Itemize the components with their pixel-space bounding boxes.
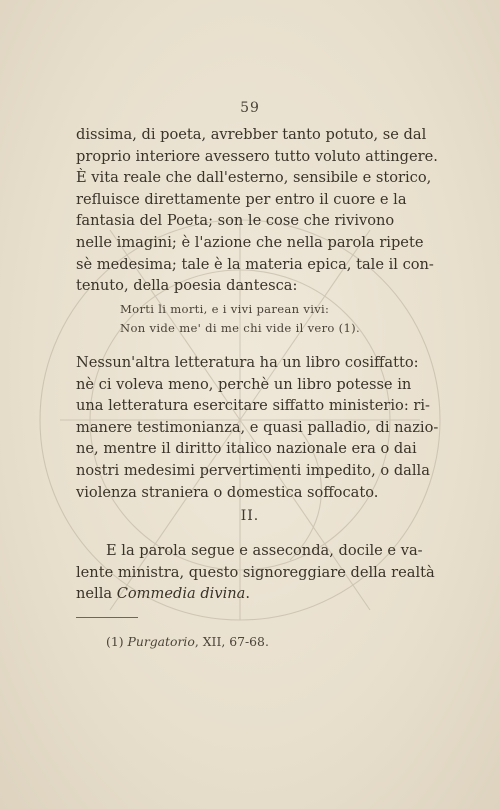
verse-quotation — [120, 300, 360, 337]
text-line: violenza straniera o domestica soffocato. — [76, 483, 379, 501]
text-segment: nella — [76, 585, 117, 603]
text-line: manere testimonianza, e quasi palladio, di nazio- — [76, 418, 439, 436]
work-title: Commedia divina — [116, 585, 246, 603]
footnote-source: Purgatorio — [127, 634, 195, 649]
text-line: fantasia del Poeta; son le cose che rivivono — [76, 212, 395, 230]
text-line: E la parola segue e asseconda, docile e va- — [106, 542, 423, 559]
page-number: 59 — [240, 100, 260, 116]
text-line: Nessun'altra letteratura ha un libro cosiffatto: — [76, 354, 419, 371]
text-line: una letteratura esercitare siffatto ministerio: ri- — [76, 397, 430, 415]
text-line: proprio interiore avessero tutto voluto attingere. — [76, 147, 438, 165]
footnote — [106, 633, 269, 651]
text-line: nostri medesimi pervertimenti impedito, o dalla — [76, 461, 430, 479]
footnote-divider — [76, 617, 138, 618]
footnote-marker: (1) — [106, 634, 128, 649]
text-line: nè ci voleva meno, perchè un libro potesse in — [76, 375, 412, 393]
text-line: sè medesima; tale è la materia epica, tale il con- — [76, 255, 434, 273]
paragraph-3 — [76, 540, 435, 605]
text-line: tenuto, della poesia dantesca: — [76, 277, 298, 295]
verse-line: Non vide me' di me chi vide il vero (1). — [120, 320, 360, 335]
text-line: ne, mentre il diritto italico nazionale era o dai — [76, 440, 417, 458]
text-line: nelle imagini; è l'azione che nella parola ripete — [76, 233, 424, 251]
text-line: dissima, di poeta, avrebber tanto potuto, se dal — [76, 126, 427, 143]
paragraph-1 — [76, 124, 438, 297]
text-line — [76, 583, 386, 605]
paragraph-2 — [76, 352, 439, 503]
footnote-reference: , XII, 67-68. — [194, 634, 269, 649]
text-line: lente ministra, questo signoreggiare della realtà — [76, 563, 435, 581]
text-line: È vita reale che dall'esterno, sensibile e storico, — [76, 169, 432, 187]
text-segment: . — [245, 585, 250, 603]
section-heading: II. — [240, 508, 260, 524]
text-line: refluisce direttamente per entro il cuore e la — [76, 190, 407, 208]
verse-line: Morti li morti, e i vivi parean vivi: — [120, 302, 330, 316]
